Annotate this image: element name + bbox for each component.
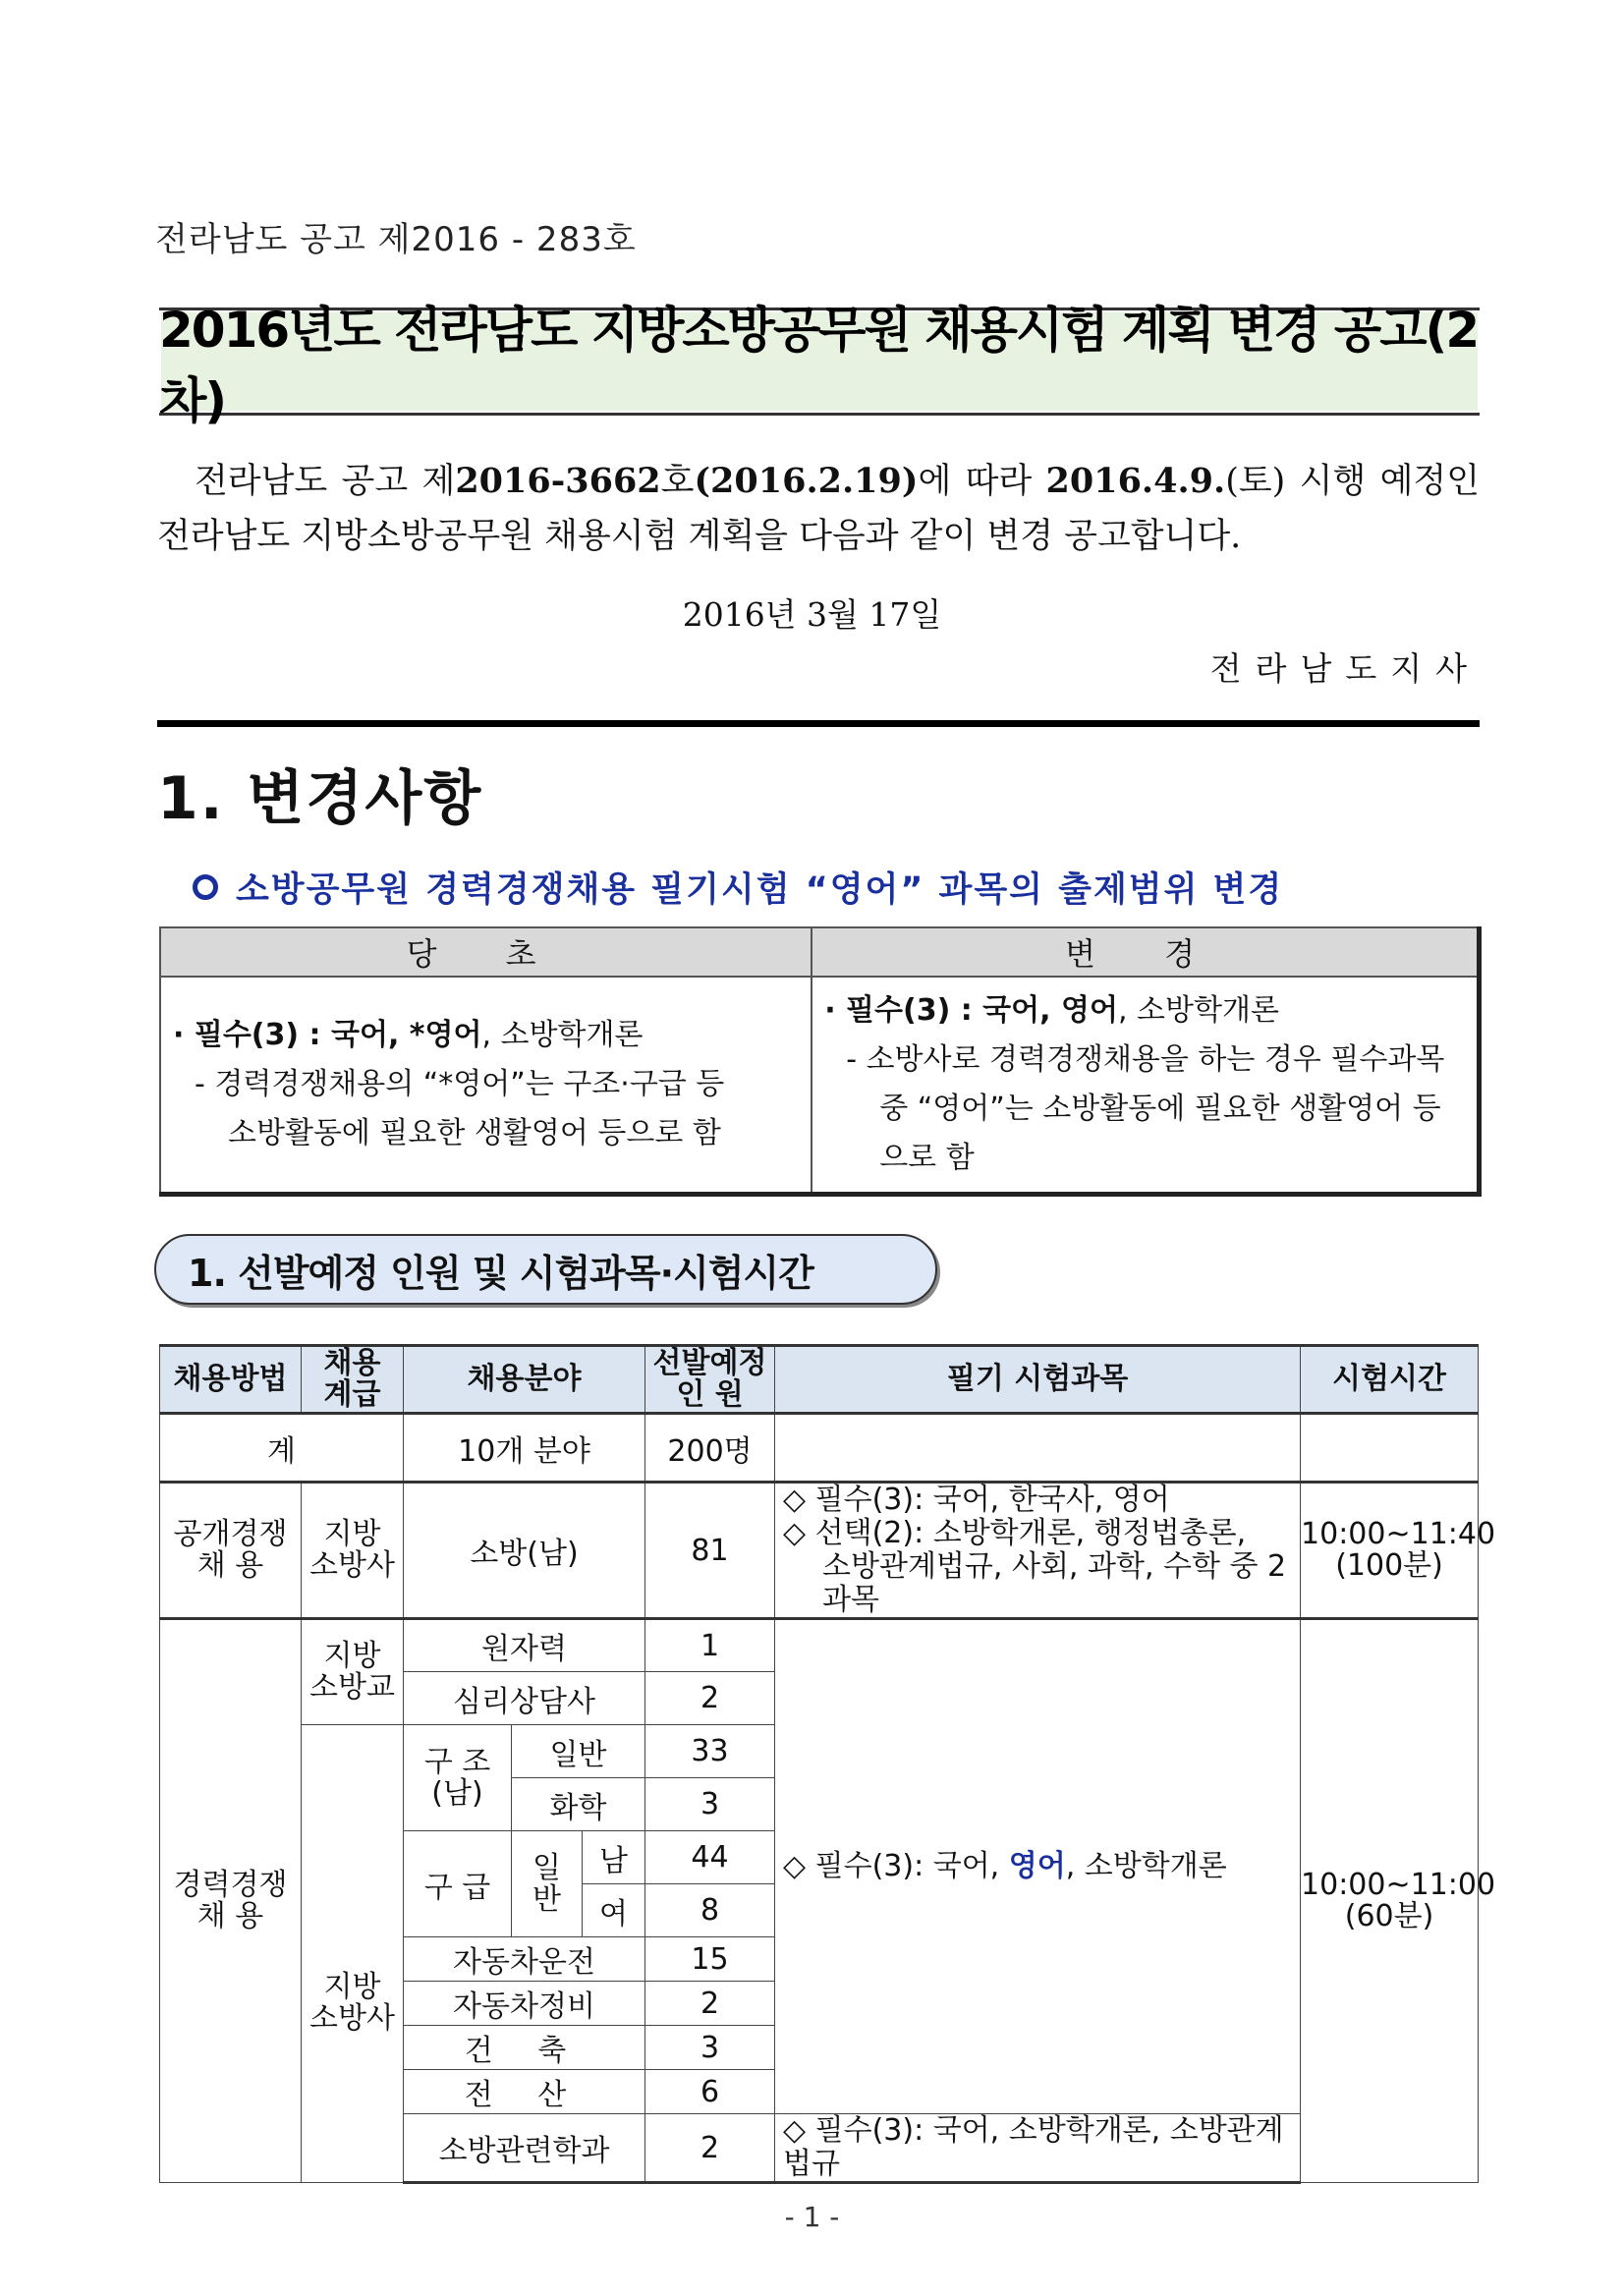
before-line3: 소방활동에 필요한 생활영어 등으로 함	[228, 1116, 721, 1150]
intro-text-2: 호	[660, 462, 695, 501]
circle-bullet-icon	[193, 874, 218, 900]
total-time-empty	[1301, 1414, 1479, 1483]
field-driver: 자동차운전	[404, 1937, 645, 1982]
change-bullet-text: 소방공무원 경력경쟁채용 필기시험 “영어” 과목의 출제범위 변경	[236, 870, 1284, 910]
change-after-cell	[812, 977, 1479, 1195]
career-grade-b: 지방 소방사	[302, 1725, 404, 2183]
field-rescue-general: 일반	[512, 1725, 645, 1778]
field-mechanic: 자동차정비	[404, 1982, 645, 2026]
section-title-changes: 1. 변경사항	[157, 764, 483, 833]
intro-exam-date: 2016.4.9.	[1045, 461, 1226, 501]
field-ems-female: 여	[583, 1884, 645, 1937]
open-quota: 81	[645, 1483, 775, 1619]
ems-general: 일 반	[512, 1831, 583, 1937]
intro-ref-number: 2016-3662	[455, 461, 661, 501]
career-method: 경력경쟁 채 용	[160, 1619, 302, 2183]
field-nuclear: 원자력	[404, 1619, 645, 1672]
signer: 전라남도지사	[1209, 649, 1481, 688]
section-title-quota: 1. 선발예정 인원 및 시험과목·시험시간	[188, 1251, 813, 1295]
before-line1: · 필수(3) : 국어,	[173, 1018, 410, 1052]
title-banner	[159, 302, 1480, 429]
divider	[157, 720, 1480, 727]
open-field: 소방(남)	[404, 1483, 645, 1619]
open-grade: 지방 소방사	[302, 1483, 404, 1619]
career-subjects: ◇ 필수(3): 국어, 영어, 소방학개론	[775, 1619, 1301, 2114]
after-line1: · 필수(3) : 국어,	[824, 993, 1061, 1028]
fire-dept-subjects: ◇ 필수(3): 국어, 소방학개론, 소방관계법규	[775, 2114, 1301, 2183]
quota-fire-dept: 2	[645, 2114, 775, 2183]
before-line2: - 경력경쟁채용의 “*영어”는 구조·구급 등	[195, 1067, 725, 1101]
quota-nuclear: 1	[645, 1619, 775, 1672]
change-table	[159, 926, 1482, 1197]
quota-counsel: 2	[645, 1672, 775, 1725]
after-line1-end: , 소방학개론	[1117, 993, 1279, 1028]
ems-label: 구 급	[404, 1831, 512, 1937]
quota-rescue-chem: 3	[645, 1778, 775, 1831]
intro-paragraph	[157, 454, 1480, 564]
field-counsel: 심리상담사	[404, 1672, 645, 1725]
open-method: 공개경쟁 채 용	[160, 1483, 302, 1619]
after-line2: - 소방사로 경력경쟁채용을 하는 경우 필수과목	[846, 1042, 1445, 1077]
field-architecture: 건 축	[404, 2026, 645, 2070]
before-line1-end: , 소방학개론	[481, 1018, 644, 1052]
notice-number: 전라남도 공고 제2016 - 283호	[155, 220, 637, 259]
open-time: 10:00~11:40 (100분)	[1301, 1483, 1479, 1619]
before-english: *영어	[409, 1018, 482, 1052]
notice-date: 2016년 3월 17일	[682, 595, 942, 634]
after-english: 영어	[1061, 993, 1118, 1028]
th-quota: 선발예정 인 원	[645, 1346, 775, 1414]
th-grade: 채용 계급	[302, 1346, 404, 1414]
change-head-before: 당 초	[160, 927, 812, 977]
intro-ref-date: (2016.2.19)	[694, 461, 919, 501]
th-subjects: 필기 시험과목	[775, 1346, 1301, 1414]
intro-text-4: (토) 시행 예정인 전라남도 지방소방공무원 채용시험 계획을 다음과 같이 변경 공고합니다.	[157, 462, 1481, 556]
page-number: - 1 -	[784, 2201, 840, 2233]
after-line4: 으로 함	[879, 1141, 975, 1175]
career-time: 10:00~11:00 (60분)	[1301, 1619, 1479, 2183]
quota-rescue-general: 33	[645, 1725, 775, 1778]
quota-ems-male: 44	[645, 1831, 775, 1884]
th-method: 채용방법	[160, 1346, 302, 1414]
rescue-label: 구 조 (남)	[404, 1725, 512, 1831]
change-bullet	[193, 863, 1283, 912]
field-it: 전 산	[404, 2070, 645, 2114]
total-subjects-empty	[775, 1414, 1301, 1483]
field-ems-male: 남	[583, 1831, 645, 1884]
quota-table	[159, 1344, 1496, 2184]
quota-architecture: 3	[645, 2026, 775, 2070]
quota-it: 6	[645, 2070, 775, 2114]
total-field: 10개 분야	[404, 1414, 645, 1483]
open-subjects: ◇ 필수(3): 국어, 한국사, 영어 ◇ 선택(2): 소방학개론, 행정법총론, 소방관계법규, 사회, 과학, 수학 중 2과목	[775, 1483, 1301, 1619]
change-before-cell	[160, 977, 812, 1195]
total-label: 계	[160, 1414, 404, 1483]
intro-text-3: 에 따라	[918, 462, 1046, 501]
intro-text-1: 전라남도 공고 제	[195, 462, 456, 501]
field-rescue-chem: 화학	[512, 1778, 645, 1831]
quota-driver: 15	[645, 1937, 775, 1982]
career-grade-a: 지방 소방교	[302, 1619, 404, 1725]
change-head-after: 변 경	[812, 927, 1479, 977]
section-pill	[154, 1234, 937, 1305]
th-field: 채용분야	[404, 1346, 645, 1414]
after-line3: 중 “영어”는 소방활동에 필요한 생활영어 등	[879, 1092, 1441, 1126]
quota-mechanic: 2	[645, 1982, 775, 2026]
document-title: 2016년도 전라남도 지방소방공무원 채용시험 계획 변경 공고(2차)	[159, 302, 1479, 429]
total-quota: 200명	[645, 1414, 775, 1483]
quota-ems-female: 8	[645, 1884, 775, 1937]
th-time: 시험시간	[1301, 1346, 1479, 1414]
field-fire-dept: 소방관련학과	[404, 2114, 645, 2183]
